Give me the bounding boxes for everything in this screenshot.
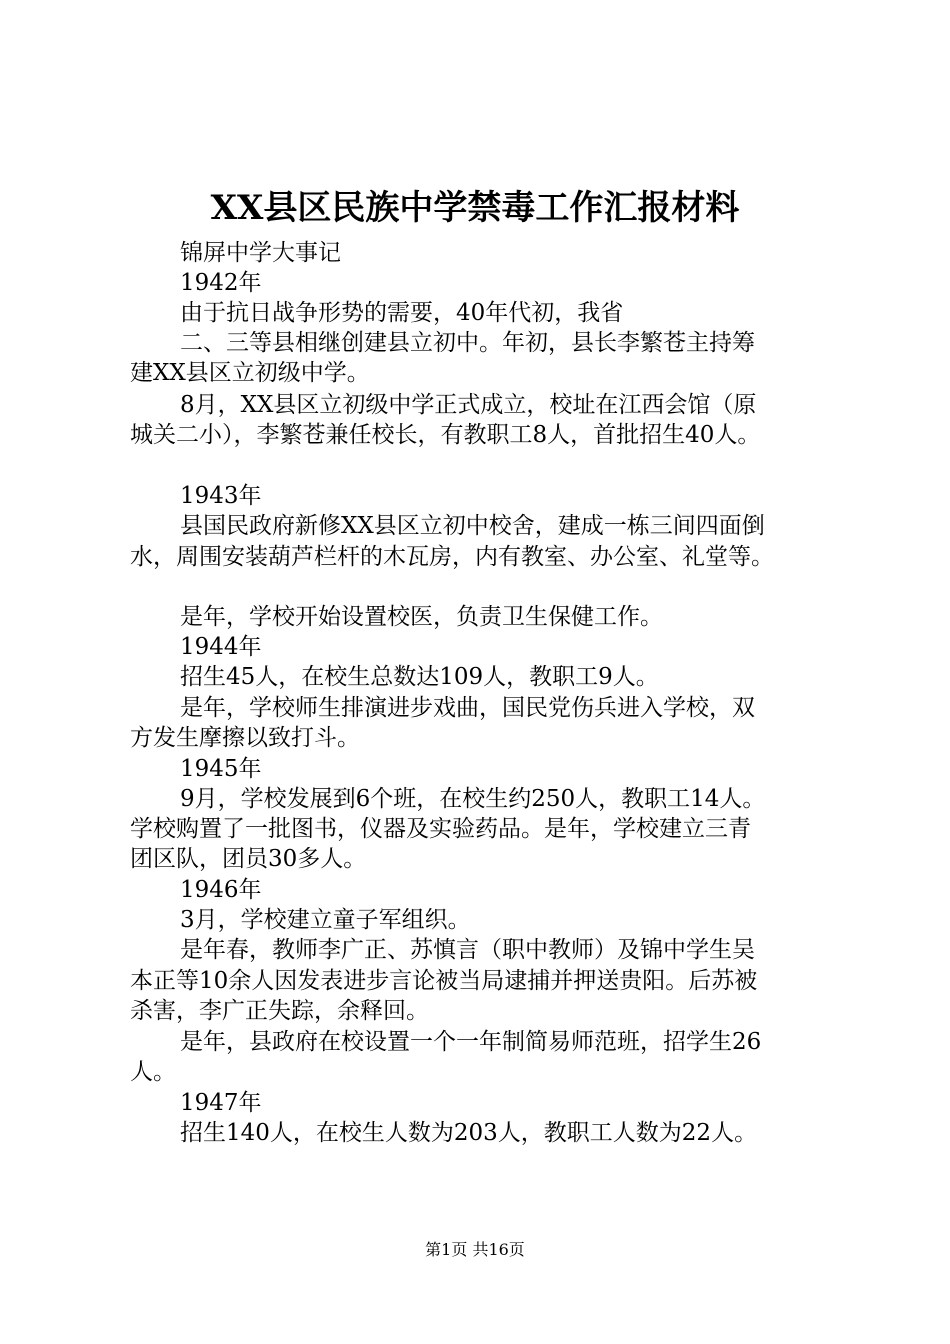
text-line: 3月，学校建立童子军组织。: [180, 907, 471, 933]
text-line: 县国民政府新修XX县区立初中校舍，建成一栋三间四面倒: [180, 513, 765, 539]
text-line: 杀害，李广正失踪，余释回。: [130, 998, 429, 1024]
page-footer: 第1页 共16页: [425, 1240, 525, 1259]
document-title: XX县区民族中学禁毒工作汇报材料: [210, 188, 740, 228]
text-line: 由于抗日战争形势的需要，40年代初，我省: [180, 300, 624, 326]
text-line: 建XX县区立初级中学。: [130, 360, 370, 386]
text-line: 本正等10余人因发表进步言论被当局逮捕并押送贵阳。后苏被: [130, 968, 758, 994]
text-line: 是年，学校师生排演进步戏曲，国民党伤兵进入学校，双: [180, 695, 755, 721]
text-line: 是年，县政府在校设置一个一年制简易师范班，招学生26: [180, 1029, 762, 1055]
text-line: 团区队，团员30多人。: [130, 846, 367, 872]
year-heading: 1943年: [180, 483, 262, 509]
text-line: 学校购置了一批图书，仪器及实验药品。是年，学校建立三青: [130, 816, 751, 842]
text-line: 8月，XX县区立初级中学正式成立，校址在江西会馆（原: [180, 392, 757, 418]
text-line: 9月，学校发展到6个班，在校生约250人，教职工14人。: [180, 786, 766, 812]
text-line: 招生140人，在校生人数为203人，教职工人数为22人。: [180, 1120, 758, 1146]
year-heading: 1942年: [180, 270, 262, 296]
year-heading: 1945年: [180, 756, 262, 782]
text-line: 招生45人，在校生总数达109人，教职工9人。: [180, 664, 659, 690]
text-line: 是年，学校开始设置校医，负责卫生保健工作。: [180, 604, 663, 630]
text-line: 方发生摩擦以致打斗。: [130, 725, 360, 751]
year-heading: 1947年: [180, 1090, 262, 1116]
text-line: 二、三等县相继创建县立初中。年初，县长李繁苍主持筹: [180, 330, 755, 356]
text-line: 城关二小），李繁苍兼任校长，有教职工8人，首批招生40人。: [130, 422, 761, 448]
year-heading: 1944年: [180, 634, 262, 660]
text-line: 锦屏中学大事记: [180, 240, 341, 266]
text-line: 是年春，教师李广正、苏慎言（职中教师）及锦中学生吴: [180, 937, 755, 963]
text-line: 人。: [130, 1059, 176, 1085]
text-line: 水，周围安装葫芦栏杆的木瓦房，内有教室、办公室、礼堂等。: [130, 544, 774, 570]
year-heading: 1946年: [180, 877, 262, 903]
